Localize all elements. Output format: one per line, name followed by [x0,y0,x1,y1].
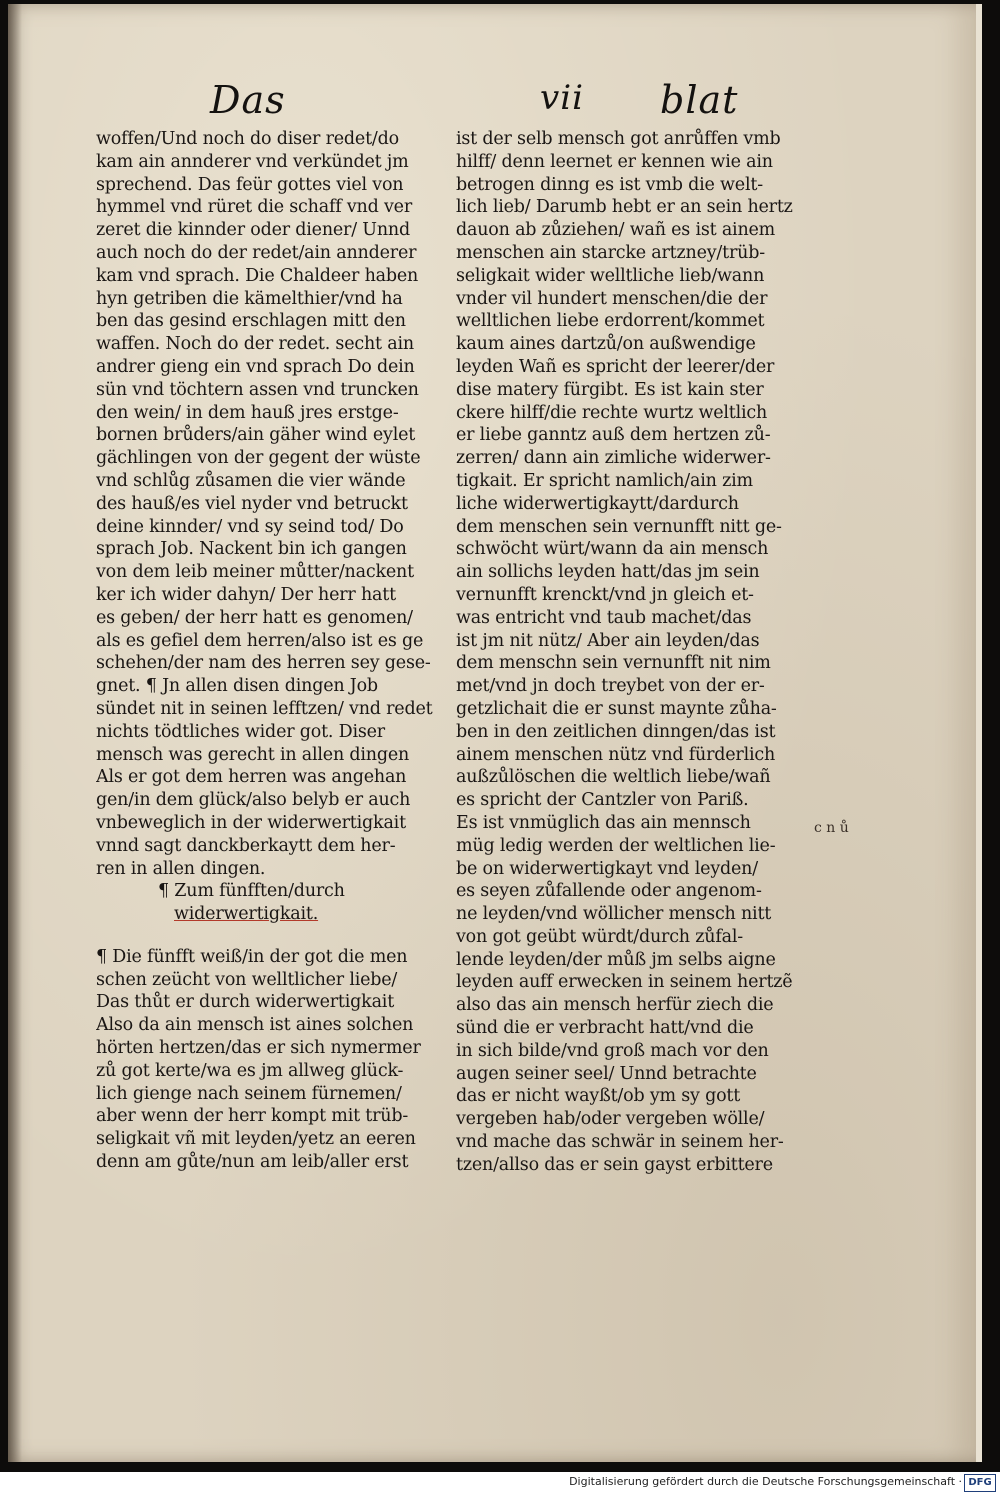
text-line: seligkait wider welltliche lieb/wann [456,265,765,286]
text-line: gnet. ¶ Jn allen disen dingen Job [96,676,378,697]
text-line: be on widerwertigkayt vnd leyden/ [456,858,758,879]
text-line: kaum aines dartzů/on außwendige [456,334,756,355]
text-line: zů got kerte/wa es jm allweg glück- [96,1060,404,1081]
text-line: hörten hertzen/das er sich nymermer [96,1038,421,1059]
text-line: ain sollichs leyden hatt/das jm sein [456,562,760,583]
text-line: sünd die er verbracht hatt/vnd die [456,1018,754,1039]
text-column-left [96,128,436,1174]
text-line: es geben/ der herr hatt es genomen/ [96,607,413,628]
text-line: sprechend. Das feür gottes viel von [96,174,404,195]
text-line: vnd mache das schwär in seinem her- [456,1132,784,1153]
text-line: dise matery fürgibt. Es ist kain ster [456,379,764,400]
text-line: das er nicht wayßt/ob ym sy gott [456,1086,741,1107]
text-line: gächlingen von der gegent der wüste [96,448,421,469]
text-line: betrogen dinng es ist vmb die welt- [456,174,763,195]
text-line: Es ist vnmüglich das ain mennsch [456,812,751,833]
left-column-body [96,128,436,880]
text-line: auch noch do der redet/ain annderer [96,242,417,263]
text-line: des hauß/es viel nyder vnd betruckt [96,493,408,514]
text-line: also das ain mensch herfür ziech die [456,995,774,1016]
text-line: schehen/der nam des herren sey gese- [96,653,431,674]
text-line: den wein/ in dem hauß jres erstge- [96,402,399,423]
text-line: er liebe ganntz auß dem hertzen zů- [456,425,771,446]
section-gap [96,926,436,946]
footer-bar [0,1472,1000,1494]
left-column-section [96,946,436,1174]
text-line: ne leyden/vnd wöllicher mensch nitt [456,904,772,925]
text-line: getzlichait die er sunst maynte zůha- [456,698,777,719]
text-line: schen zeücht von welltlicher liebe/ [96,969,398,990]
text-line: menschen ain starcke artzney/trüb- [456,242,765,263]
text-line: Als er got dem herren was angehan [96,767,407,788]
text-line: nichts tödtliches wider got. Diser [96,721,385,742]
text-line: deine kinnder/ vnd sy seind tod/ Do [96,516,404,537]
text-line: es spricht der Cantzler von Pariß. [456,790,749,811]
text-line: denn am gůte/nun am leib/aller erst [96,1152,409,1173]
text-line: woffen/Und noch do diser redet/do [96,129,399,149]
text-line: leyden auff erwecken in seinem hertzẽ [456,972,793,993]
text-line: leyden Wañ es spricht der leerer/der [456,356,775,377]
text-line: tzen/allso das er sein gayst erbittere [456,1154,773,1175]
text-line: was entricht vnd taub machet/das [456,607,752,628]
text-line: seligkait vñ mit leyden/yetz an eeren [96,1129,416,1150]
running-head-left: Das [210,78,286,122]
text-line: sündet nit in seinen lefftzen/ vnd redet [96,698,433,719]
text-line: vnder vil hundert menschen/die der [456,288,768,309]
text-line: kam vnd sprach. Die Chaldeer haben [96,265,419,286]
text-line: von dem leib meiner můtter/nackent [96,562,414,583]
text-line: ren in allen dingen. [96,858,266,879]
text-line: ist der selb mensch got anrůffen vmb [456,129,781,149]
text-line: sprach Job. Nackent bin ich gangen [96,539,407,560]
text-line: vergeben hab/oder vergeben wölle/ [456,1109,765,1130]
text-line: dauon ab zůziehen/ wañ es ist ainem [456,220,776,241]
text-line: vnnd sagt danckberkaytt dem her- [96,835,396,856]
text-line: zerren/ dann ain zimliche widerwer- [456,448,771,469]
text-line: in sich bilde/vnd groß mach vor den [456,1040,769,1061]
text-line: außzůlöschen die weltlich liebe/wañ [456,767,771,788]
text-line: ker ich wider dahyn/ Der herr hatt [96,584,396,605]
running-head-right: blat [660,78,739,122]
text-line: vnd schlůg zůsamen die vier wände [96,470,406,491]
text-line: hyn getriben die kämelthier/vnd ha [96,288,403,309]
text-line: ist jm nit nütz/ Aber ain leyden/das [456,630,760,651]
text-line: ben das gesind erschlagen mitt den [96,311,406,332]
text-line: met/vnd jn doch treybet von der er- [456,676,765,697]
text-line: bornen brůders/ain gäher wind eylet [96,425,416,446]
text-line: als es gefiel dem herren/also ist es ge [96,630,424,651]
text-line: ainem menschen nütz vnd fürderlich [456,744,776,765]
page-spine-shadow [8,4,22,1462]
text-line: ckere hilff/die rechte wurtz weltlich [456,402,768,423]
text-line: lende leyden/der můß jm selbs aigne [456,949,776,970]
text-line: vnbeweglich in der widerwertigkait [96,812,406,833]
text-line: schwöcht würt/wann da ain mensch [456,539,769,560]
text-line: hymmel vnd rüret die schaff vnd ver [96,197,412,218]
text-line: hilff/ denn leernet er kennen wie ain [456,151,773,172]
text-line: ¶ Die fünfft weiß/in der got die men [96,946,408,967]
text-line: gen/in dem glück/also belyb er auch [96,790,411,811]
text-line: lich lieb/ Darumb hebt er an sein hertz [456,197,793,218]
dfg-logo: DFG [964,1474,996,1492]
folio-number: vii [540,78,584,118]
text-line: dem menschn sein vernunfft nit nim [456,653,771,674]
text-column-right [456,128,801,1177]
margin-annotation: c n ů [814,820,849,836]
text-line: dem menschen sein vernunfft nitt ge- [456,516,782,537]
text-line: kam ain annderer vnd verkündet jm [96,151,409,172]
text-line: zeret die kinnder oder diener/ Unnd [96,220,410,241]
text-line: welltlichen liebe erdorrent/kommet [456,311,765,332]
text-line: waffen. Noch do der redet. secht ain [96,334,414,355]
text-line: augen seiner seel/ Unnd betrachte [456,1063,757,1084]
text-line: Also da ain mensch ist aines solchen [96,1015,414,1036]
text-line: andrer gieng ein vnd sprach Do dein [96,356,415,377]
text-line: lich gienge nach seinem fürnemen/ [96,1083,402,1104]
right-column-body [456,128,801,1177]
text-line: von got geübt würdt/durch zůfal- [456,926,743,947]
section-heading-cont: widerwertigkait. [174,904,319,925]
text-line: mensch was gerecht in allen dingen [96,744,410,765]
text-line: müg ledig werden der weltlichen lie- [456,835,776,856]
text-line: tigkait. Er spricht namlich/ain zim [456,470,753,491]
text-line: liche widerwertigkaytt/dardurch [456,493,739,514]
text-line: Das thůt er durch widerwertigkait [96,992,395,1013]
text-line: aber wenn der herr kompt mit trüb- [96,1106,409,1127]
text-line: sün vnd töchtern assen vnd truncken [96,379,419,400]
text-line: es seyen zůfallende oder angenom- [456,881,762,902]
text-line: vernunfft krenckt/vnd jn gleich et- [456,584,754,605]
funding-credit: Digitalisierung gefördert durch die Deutsche Forschungsgemeinschaft · [569,1475,962,1488]
text-line: ben in den zeitlichen dinngen/das ist [456,721,776,742]
section-heading: ¶ Zum fünfften/durch [158,881,345,902]
